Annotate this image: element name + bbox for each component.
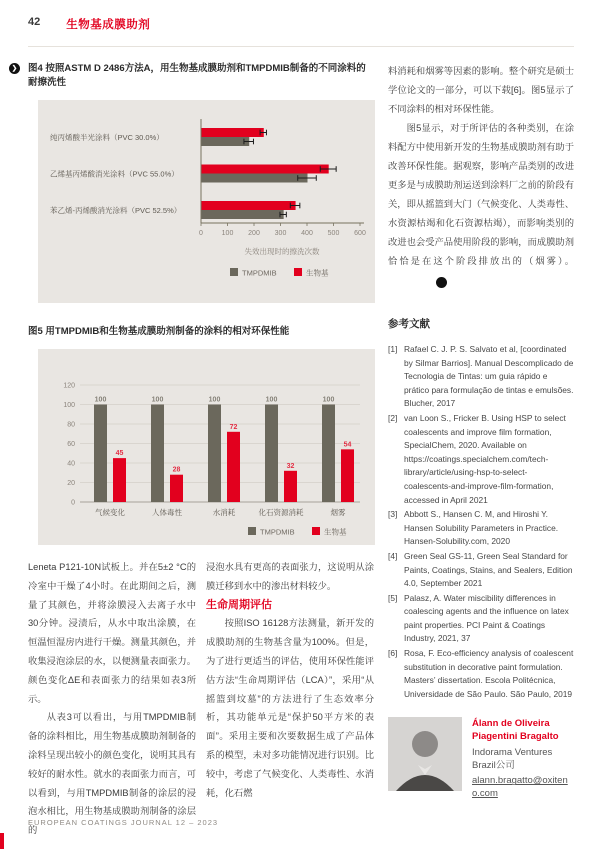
svg-text:烟雾: 烟雾: [330, 508, 346, 517]
figure-marker-icon: ❯: [9, 63, 20, 74]
svg-text:生物基: 生物基: [324, 527, 347, 537]
figure5-chart: [38, 349, 375, 545]
svg-text:失效出现时的擦洗次数: 失效出现时的擦洗次数: [244, 247, 320, 256]
main-content-area: [11, 62, 375, 840]
journal-footer: EUROPEAN COATINGS JOURNAL 12 – 2023: [28, 818, 219, 827]
author-email-link[interactable]: alann.bragatto@oxiteno.com: [472, 775, 568, 800]
svg-text:40: 40: [67, 460, 75, 468]
svg-text:100: 100: [265, 396, 278, 404]
right-column: [388, 62, 574, 801]
svg-text:300: 300: [274, 230, 287, 237]
svg-text:100: 100: [208, 396, 221, 404]
paragraph: 料消耗和烟雾等因素的影响。整个研究是硕士学位论文的一部分，可以下载[6]。图5显示了不同涂料的相对环保性能。: [388, 66, 574, 114]
paragraph: Leneta P121-10N试板上。并在5±2 °C的冷室中干燥了4小时。在此期间之后，测量了其颜色，并将涂膜浸入去离子水中30分钟。浸渍后，从水中取出涂膜，在恒温恒湿房内进行干燥。测量其颜色，并收集浸泡涂层的水，以便测量表面张力。颜色变化ΔE和表面张力的结果如表3所示。: [28, 562, 196, 704]
paragraph: 从表3可以看出，与用TMPDMIB制备的涂料相比，用生物基成膜助剂制备的涂料呈现出较小的颜色变化，说明其具有较好的耐水性。就水的表面张力而言，可以看到，与用TMPDMIB制备的涂层的浸泡水相比，用生物基成膜助剂制备的涂层的: [28, 712, 196, 836]
figure5-caption-text: 图5 用TMPDMIB和生物基成膜助剂制备的涂料的相对环保性能: [28, 326, 290, 337]
svg-text:化石资源消耗: 化石资源消耗: [258, 508, 304, 517]
svg-text:80: 80: [67, 421, 75, 429]
author-name: Álann de Oliveira Piagentini Bragalto: [472, 718, 559, 743]
section-heading-lca: 生命周期评估: [206, 598, 272, 611]
svg-text:72: 72: [229, 423, 238, 431]
svg-text:120: 120: [63, 382, 75, 390]
svg-text:600: 600: [354, 230, 366, 237]
reference-item: [3] Abbott S., Hansen C. M, and Hiroshi Y. Hansen Solubility Parameters in Practice. Hansen-Solubility.com, 2020: [388, 509, 559, 547]
reference-item: [4] Green Seal GS-11, Green Seal Standard for Paints, Coatings, Stains, and Sealers, Edition 4.0, September 2021: [388, 550, 573, 589]
figure4-chart: [38, 100, 375, 303]
paragraph: 浸泡水具有更高的表面张力，这说明从涂膜迁移到水中的渗出材料较少。: [206, 562, 374, 591]
author-company: Indorama Ventures Brazil公司: [472, 747, 553, 772]
page-header: [28, 16, 574, 47]
figure4-caption-text: 图4 按照ASTM D 2486方法A，用生物基成膜助剂和TMPDMIB制备的不同涂料的耐擦洗性: [28, 63, 366, 88]
svg-text:500: 500: [327, 230, 340, 237]
body-text-columns: [28, 558, 375, 840]
reference-item: [5] Palasz, A. Water miscibility differences in coalescing agents and the influence on latex paint properties. PCI Paint & Coatings Industry, 2021, 37: [388, 592, 569, 644]
figure4-bar-chart: [38, 100, 375, 303]
figure4-caption: [11, 62, 375, 90]
svg-text:生物基: 生物基: [306, 268, 329, 278]
reference-item: [2] van Loon S., Fricker B. Using HSP to select coalescents and improve film formation, SpecialChem, 2020. Available on https://coatings.specialchem.com/tech-library/article/using-hsp-to-select-coalescents-and-improve-film-formation, accessed in April 2021: [388, 412, 566, 505]
svg-text:200: 200: [248, 230, 260, 237]
svg-text:气候变化: 气候变化: [95, 508, 125, 517]
svg-text:TMPDMIB: TMPDMIB: [260, 527, 295, 537]
svg-text:0: 0: [71, 499, 75, 507]
reference-item: [6] Rosa, F. Eco-efficiency analysis of coalescent substitution in decorative paint formulation. Masters’ dissertation. Escola Politécnica, Universidade de São Paulo. São Paulo, 2019: [388, 648, 574, 699]
page-corner-accent: [0, 833, 4, 849]
svg-text:乙烯基丙烯酸消光涂料（PVC 55.0%）: 乙烯基丙烯酸消光涂料（PVC 55.0%）: [50, 169, 179, 179]
references-list: [388, 343, 574, 701]
paragraph: 按照ISO 16128方法测量，新开发的成膜助剂的生物基含量为100%。但是，为了进行更适当的评估，使用环保性能评估方法“生命周期评估（LCA）”，采用“从摇篮到坟墓”的方法进行了生态效率分析，其功能单元是“保护50平方米的表面”。采用主要和次要数据生成了产品体系的模型，未对多功能情况进行识别。比较中，考虑了气候变化、人类毒性、水消耗，化石燃: [206, 618, 374, 798]
svg-text:45: 45: [115, 450, 124, 458]
svg-text:100: 100: [94, 396, 107, 404]
body-column-2: [206, 558, 374, 840]
references-heading: 参考文献: [388, 318, 430, 330]
svg-text:TMPDMIB: TMPDMIB: [242, 268, 277, 278]
svg-text:纯丙烯酸半光涂料（PVC 30.0%）: 纯丙烯酸半光涂料（PVC 30.0%）: [50, 133, 164, 142]
author-portrait-image: [388, 717, 462, 791]
svg-text:100: 100: [63, 402, 75, 409]
svg-text:28: 28: [172, 466, 181, 474]
section-title: 生物基成膜助剂: [66, 19, 151, 31]
svg-text:54: 54: [343, 441, 352, 449]
author-photo: [388, 717, 462, 791]
author-card: [388, 717, 574, 801]
reference-item: [1] Rafael C. J. P. S. Salvato et al, [coordinated by Silmar Barrios]. Manual Descomplicado de Tecnologia de Tintas: um guia rápido e prático para formulação de tintas e emulsões. Blucher, 2017: [388, 344, 574, 409]
body-column-1: [28, 558, 196, 840]
svg-text:20: 20: [67, 480, 75, 487]
paragraph: 图5显示，对于所评估的各种类别，在涂料配方中使用新开发的生物基成膜助剂有助于改善环保性能。据观察，影响产品类别的改进更多是与成膜助剂运送到涂料厂之前的阶段有关，即从摇篮到大门（气候变化、人类毒性、水资源枯竭和化石资源枯竭），而影响类别的改进也会受产品使用阶段的影响，而成膜助剂恰恰是在这个阶段排放出的（烟雾）。❮: [388, 123, 574, 286]
svg-text:32: 32: [286, 462, 295, 470]
figure5-caption: [28, 325, 375, 339]
svg-text:人体毒性: 人体毒性: [152, 508, 182, 517]
figure5-bar-chart: [38, 349, 375, 545]
svg-text:60: 60: [67, 441, 75, 448]
article-end-icon: ❮: [436, 277, 447, 288]
author-details: [472, 717, 574, 801]
svg-text:400: 400: [301, 230, 313, 237]
svg-text:0: 0: [199, 230, 203, 237]
svg-text:水消耗: 水消耗: [212, 508, 236, 517]
svg-text:100: 100: [151, 396, 164, 404]
page-number: 42: [28, 16, 41, 28]
svg-text:100: 100: [221, 230, 234, 237]
svg-text:苯乙烯-丙烯酸消光涂料（PVC 52.5%）: 苯乙烯-丙烯酸消光涂料（PVC 52.5%）: [50, 206, 182, 215]
svg-text:100: 100: [322, 396, 335, 404]
